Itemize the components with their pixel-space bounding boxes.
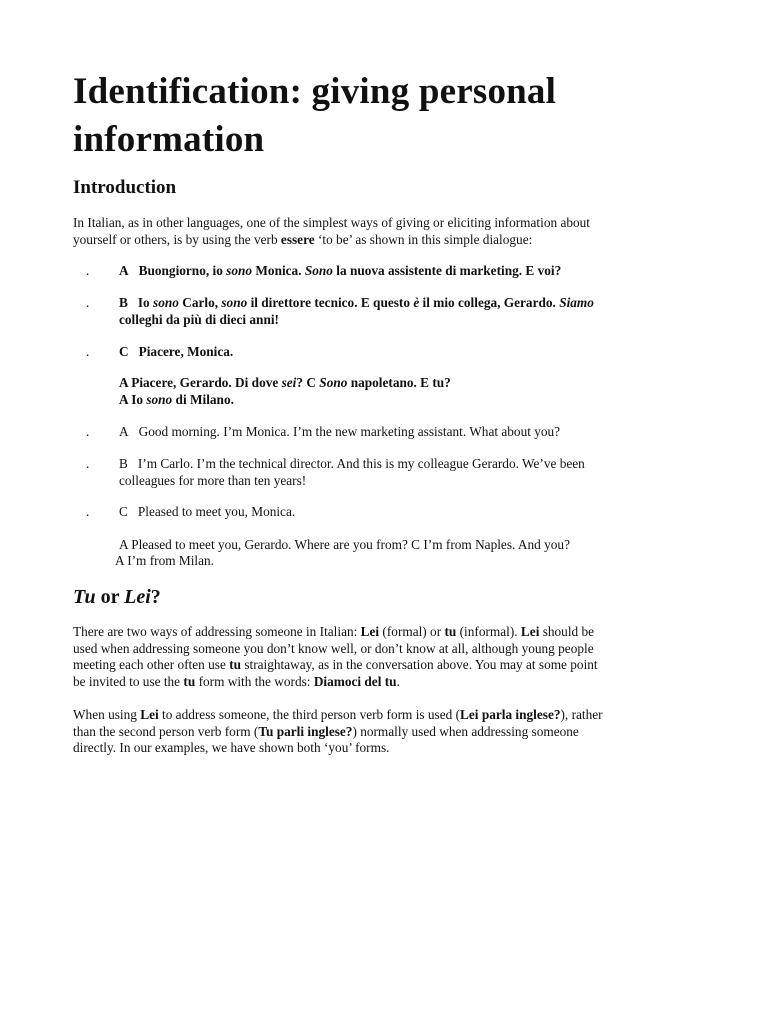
heading-lei: Lei [124,586,151,608]
text-run: Good morning. I’m Monica. I’m the new marketing assistant. What about you? [138,424,561,439]
speaker-label: B [119,295,128,310]
bold-term: Lei [360,624,380,639]
text-run: ) normally used when addressing someone [352,723,579,739]
verb-run: sono [153,295,179,310]
intro-line-2-end: ‘to be’ as shown in this simple dialogue: [314,231,533,247]
speaker-label: B [119,456,128,471]
italian-line-b [119,295,699,328]
text-run: A Io [119,391,147,407]
text-run: il direttore tecnico. E questo [247,295,414,310]
text-run: napoletano. E tu? [347,375,451,390]
text-run: Piacere, Monica. [138,344,234,359]
bold-term: Lei [140,707,159,722]
speaker-label: A [119,263,129,278]
italian-line-d [119,375,699,408]
bold-term: tu [183,673,196,689]
italian-line-c [119,344,699,361]
bullet-marker: . [86,424,90,439]
text-run: used when addressing someone you don’t know well, or don’t know at all, although young people [73,640,594,656]
bullet-marker: . [86,263,90,278]
text-run: ), rather [560,707,603,722]
text-run: il mio collega, Gerardo. [419,295,560,310]
tu-lei-paragraph-1 [73,624,693,690]
bullet-marker: . [86,295,90,310]
bold-term: Lei parla inglese? [460,707,561,722]
introduction-paragraph [73,215,693,248]
text-run: form with the words: [195,673,314,689]
verb-run: Sono [319,375,348,390]
introduction-heading: Introduction [73,177,177,198]
text-run: (formal) or [379,624,445,639]
text-run: A Pleased to meet you, Gerardo. Where are you from? C I’m from Naples. And you? [119,537,570,552]
verb-run: sei [281,375,297,390]
text-run: . [396,673,400,689]
verb-run: Sono [304,263,333,278]
verb-run: sono [221,295,248,310]
speaker-label: C [119,504,128,519]
text-run: colleagues for more than ten years! [119,472,307,488]
page-title [73,68,713,164]
verb-run: è [413,295,420,310]
italian-line-a [119,263,699,280]
heading-tu: Tu [73,586,96,608]
verb-run: sono [146,391,173,407]
heading-question: ? [150,586,161,608]
english-line-e [115,553,695,570]
bullet-marker: . [86,344,90,359]
text-run: di Milano. [172,391,234,407]
title-line-2: information [73,119,265,160]
text-run: meeting each other often use [73,657,230,672]
text-run: la nuova assistente di marketing. E voi? [332,263,562,278]
text-run: to address someone, the third person verb form is used ( [158,707,461,722]
bold-term: Diamoci del tu [313,673,397,689]
speaker-label: C [119,344,129,359]
text-run: be invited to use the [73,673,184,689]
text-run: (informal). [456,624,521,639]
bold-term: tu [444,624,457,639]
english-line-b [119,456,699,489]
text-run: Io [137,295,154,310]
bullet-marker: . [86,504,90,519]
english-line-c [119,504,699,521]
verb-run: sono [226,263,253,278]
bold-term: Lei [520,624,540,639]
bold-term: Tu parli inglese? [258,723,353,739]
intro-line-1: In Italian, as in other languages, one of the simplest ways of giving or eliciting information about [73,215,590,230]
text-run: A Piacere, Gerardo. Di dove [119,375,282,390]
text-run: A I’m from Milan. [115,553,214,568]
text-run: should be [539,624,595,639]
heading-or: or [95,586,125,608]
speaker-label: A [119,424,129,439]
essere-term: essere [280,231,315,247]
bullet-marker: . [86,456,90,471]
tu-or-lei-heading [73,586,161,608]
english-line-a [119,424,699,441]
text-run: When using [73,707,141,722]
text-run: Monica. [252,263,305,278]
text-run: straightaway, as in the conversation above. You may at some point [241,657,598,672]
text-run: directly. In our examples, we have shown both ‘you’ forms. [73,740,390,755]
title-line-1: Identification: giving personal [73,71,557,112]
tu-lei-paragraph-2 [73,707,693,757]
text-run: There are two ways of addressing someone in Italian: [73,624,361,639]
bold-term: tu [229,657,242,672]
text-run: Buongiorno, io [138,263,227,278]
english-line-d [119,537,699,554]
text-run: than the second person verb form ( [73,723,259,739]
intro-line-2: yourself or others, is by using the verb [73,231,281,247]
text-run: Pleased to meet you, Monica. [137,504,296,519]
text-run: I’m Carlo. I’m the technical director. And this is my colleague Gerardo. We’ve been [137,456,585,471]
text-run: ? C [296,375,320,390]
text-run: colleghi da più di dieci anni! [119,311,279,327]
verb-run: Siamo [559,295,594,310]
text-run: Carlo, [178,295,222,310]
